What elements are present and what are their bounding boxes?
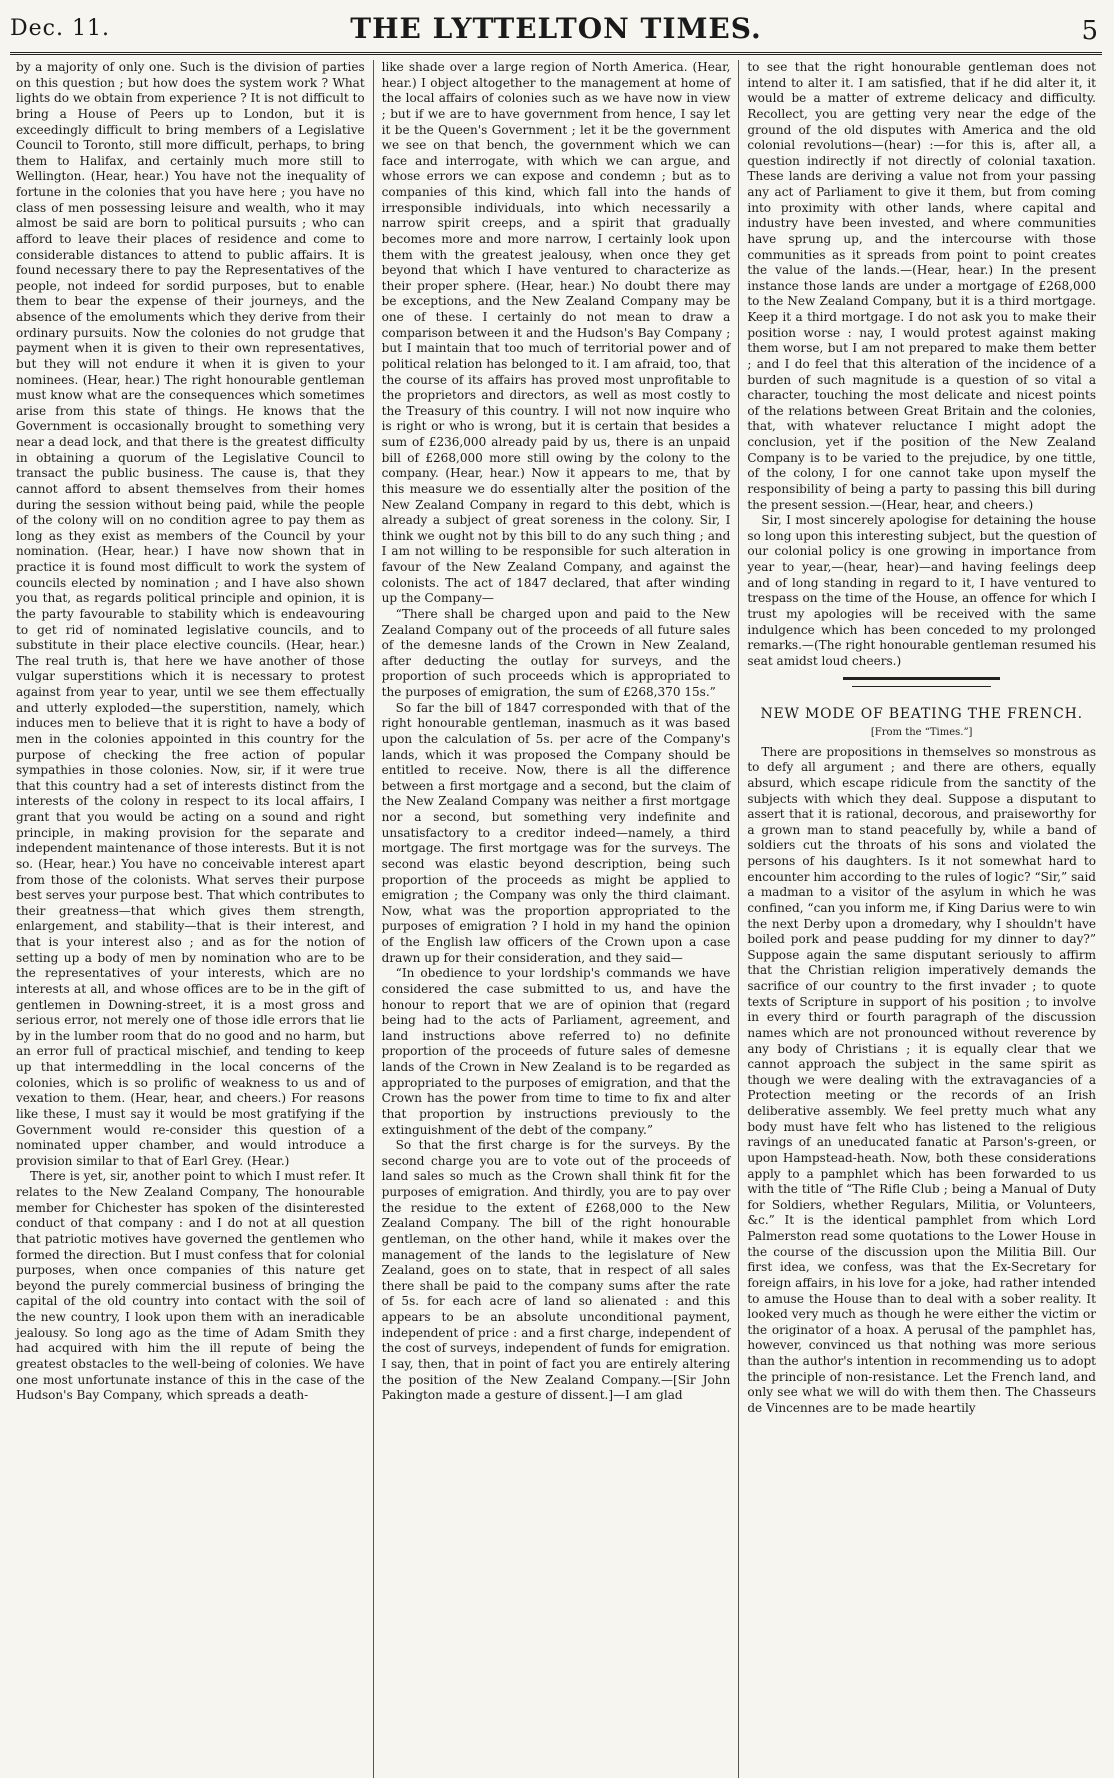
issue-date: Dec. 11. [10,16,110,41]
article-credit: [From the “Times.”] [870,727,973,738]
paragraph: by a majority of only one. Such is the division of parties on this question ; but how does the system work ? What lights do we obtain from experience ? It is not difficult to bring a House of Peers up to London, but it is exceedingly difficult to bring members of a Legislative Council to Toronto, still more difficult, perhaps, to bring them to Halifax, and certainly much more still to Wellington. (Hear, hear.) You have not the inequality of fortune in the colonies that you have here ; you have no class of men possessing leisure and wealth, who it may almost be said are born to political pursuits ; who can afford to leave their places of residence and come to considerable distances to attend to public affairs. It is found necessary there to pay the Representatives of the people, not indeed for sordid purposes, but to enable them to bear the expense of their journeys, and the absence of the emoluments which they derive from their ordinary pursuits. Now the colonies do not grudge that payment when it is given to their own representatives, but they will not endure it when it is given to your nominees. (Hear, hear.) The right honourable gentleman must know what are the consequences which sometimes arise from this state of things. He knows that the Government is occasionally brought to something very near a dead lock, and that there is the greatest difficulty in obtaining a quorum of the Legislative Council to transact the public business. The cause is, that they cannot afford to absent themselves from their homes during the session without being paid, while the people of the colony will on no condition agree to pay them as long as they exist as members of the Council by your nomination. (Hear, hear.) I have now shown that in practice it is found most difficult to work the system of councils elected by nomination ; and I have also shown you that, as regards political principle and opinion, it is the party favourable to stability which is endeavouring to get rid of nominated legislative councils, and to substitute in their place elective councils. (Hear, hear.) The real truth is, that here we have another of those vulgar superstitions which it is necessary to protest against from year to year, until we see them effectually and utterly exploded—the superstition, namely, which induces men to believe that it is right to have a body of men in the colonies appointed in this country for the purpose of checking the free action of popular sympathies in those colonies. Now, sir, if it were true that this country had a set of interests distinct from the interests of the colony in respect to its local affairs, I grant that you would be acting on a sound and right principle, in making provision for the separate and independent maintenance of those interests. But it is not so. (Hear, hear.) You have no conceivable interest apart from those of the colonists. What serves their purpose best serves your purpose best. That which contributes to their greatness—that which gives them strength, enlargement, and stability—that is their interest, and that is your interest also ; and as for the notion of setting up a body of men by nomination who are to be the representatives of your interests, which are no interests at all, and whose offices are to be in the gift of gentlemen in Downing-street, it is a most gross and serious error, not merely one of those idle errors that lie by in the lumber room that do no good and no harm, but an error full of practical mischief, and tending to keep up that intermeddling in the local concerns of the colonies, which is so prolific of weakness to us and of vexation to them. (Hear, hear, and cheers.) For reasons like these, I must say it would be most gratifying if the Government would re-consider this question of a nominated upper chamber, and would introduce a provision similar to that of Earl Grey. (Hear.) [16,60,365,1168]
article-paragraph: There are propositions in themselves so monstrous as to defy all argument ; and there are others, equally absurd, which escape ridicule from the sanctity of the subjects with which they deal. Suppose a disputant to assert that it is rational, decorous, and praiseworthy for a grown man to stand peacefully by, while a band of soldiers cut the throats of his sons and violated the persons of his daughters. Is it not somewhat hard to encounter him according to the rules of logic? “Sir,” said a madman to a visitor of the asylum in which he was confined, “can you inform me, if King Darius were to win the next Derby upon a dromedary, why I shouldn't have boiled pork and pease pudding for my dinner to day?” Suppose again the same disputant seriously to affirm that the Christian religion imperatively demands the sacrifice of our country to the first invader ; to quote texts of Scripture in support of his position ; to involve in every third or fourth paragraph of the discussion names which are not pronounced without reverence by any body of Christians ; it is equally clear that we cannot approach the subject in the same spirit as though we were dealing with the extravagancies of a Protection meeting or the records of an Irish deliberative assembly. We feel pretty much what any body must have felt who has listened to the religious ravings of an uneducated fanatic at Parson's-green, or upon Hampstead-heath. Now, both these considerations apply to a pamphlet which has been forwarded to us with the title of “The Rifle Club ; being a Manual of Duty for Soldiers, whether Regulars, Militia, or Volunteers, &c.” It is the identical pamphlet from which Lord Palmerston read some quotations to the Lower House in the course of the discussion upon the Militia Bill. Our first idea, we confess, was that the Ex-Secretary for foreign affairs, in his love for a joke, had rather intended to amuse the House than to deal with a sober reality. It looked very much as though he were either the victim or the originator of a hoax. A perusal of the pamphlet has, however, convinced us that nothing was more serious than the author's intention in recommending us to adopt the principle of non-resistance. Let the French land, and only see what we will do with them then. The Chasseurs de Vincennes are to be made heartily [747,744,1097,1415]
newspaper-title: THE LYTTELTON TIMES. [350,12,762,45]
section-divider [843,677,1000,680]
section-divider-thin [852,686,991,687]
quotation: “There shall be charged upon and paid to the New Zealand Company out of the proceeds of all future sales of the demesne lands of the Crown in New Zealand, after deducting the outlay for surveys, and the proportion of such proceeds which is appropriated to the purposes of emigration, the sum of £268,370 15s.” [381,606,731,699]
paragraph: Sir, I most sincerely apologise for detaining the house so long upon this interesting subject, but the question of our colonial policy is one growing in importance from year to year,—(hear, hear)—and having feelings deep and of long standing in regard to it, I have ventured to trespass on the time of the House, an offence for which I trust my apologies will be received with the same indulgence which has been conceded to my prolonged remarks.—(The right honourable gentleman resumed his seat amidst loud cheers.) [747,513,1097,668]
paragraph: like shade over a large region of North America. (Hear, hear.) I object altogether to the management at home of the local affairs of colonies such as we have now in view ; but if we are to have government from hence, I say let it be the Queen's Government ; let it be the government we see on that bench, the government which we can face and interrogate, with which we can argue, and whose errors we can expose and condemn ; but as to companies of this kind, which fall into the hands of irresponsible individuals, into which necessarily a narrow spirit creeps, and a spirit that gradually becomes more and more narrow, I certainly look upon them with the greatest jealousy, when once they get beyond that which I have ventured to characterize as their proper sphere. (Hear, hear.) No doubt there may be exceptions, and the New Zealand Company may be one of these. I certainly do not mean to draw a comparison between it and the Hudson's Bay Company ; but I maintain that too much of territorial power and of political relation has belonged to it. I am afraid, too, that the course of its affairs has proved most unprofitable to the proprietors and directors, as well as most costly to the Treasury of this country. I will not now inquire who is right or who is wrong, but it is certain that besides a sum of £236,000 already paid by us, there is an unpaid bill of £268,000 more still owing by the colony to the company. (Hear, hear.) Now it appears to me, that by this measure we do essentially alter the position of the New Zealand Company in regard to this debt, which is already a subject of great soreness in the colony. Sir, I think we ought not by this bill to do any such thing ; and I am not willing to be responsible for such alteration in favour of the New Zealand Company, and against the colonists. The act of 1847 declared, that after winding up the Company— [381,60,731,606]
column-1 [8,60,373,1778]
column-2 [373,60,739,1778]
paragraph: So that the first charge is for the surveys. By the second charge you are to vote out of the proceeds of land sales so much as the Crown shall think fit for the purposes of emigration. And thirdly, you are to pay over the residue to the extent of £268,000 to the New Zealand Company. The bill of the right honourable gentleman, on the other hand, while it makes over the management of the lands to the legislature of New Zealand, goes on to state, that in respect of all sales there shall be paid to the company sums after the rate of 5s. for each acre of land so alienated : and this appears to be an absolute unconditional payment, independent of price : and a first charge, independent of the cost of surveys, independent of funds for emigration. I say, then, that in point of fact you are entirely altering the position of the New Zealand Company.—[Sir John Pakington made a gesture of dissent.]—I am glad [381,1138,731,1403]
article-headline: NEW MODE OF BEATING THE FRENCH. [760,706,1083,723]
masthead [10,8,1102,55]
paragraph: There is yet, sir, another point to which I must refer. It relates to the New Zealand Company, The honourable member for Chichester has spoken of the disinterested conduct of that company : and I do not at all question that patriotic motives have governed the gentlemen who formed the direction. But I must confess that for colonial purposes, when once companies of this nature get beyond the purely commercial business of bringing the capital of the old country into contact with the soil of the new country, I look upon them with an ineradicable jealousy. So long ago as the time of Adam Smith they had acquired with him the ill repute of being the greatest obstacles to the well-being of colonies. We have one most unfortunate instance of this in the case of the Hudson's Bay Company, which spreads a death- [16,1169,365,1403]
column-3 [738,60,1104,1778]
paragraph: to see that the right honourable gentleman does not intend to alter it. I am satisfied, that if he did alter it, it would be a matter of extreme delicacy and difficulty. Recollect, you are getting very near the edge of the ground of the old disputes with America and the old colonial revolutions—(hear) :—for this is, after all, a question indirectly if not directly of colonial taxation. These lands are deriving a value not from your passing any act of Parliament to give it them, but from coming into proximity with other lands, where capital and industry have been invested, and where communities have sprung up, and the intercourse with those communities as it spreads from point to point creates the value of the lands.—(Hear, hear.) In the present instance those lands are under a mortgage of £268,000 to the New Zealand Company, but it is a third mortgage. Keep it a third mortgage. I do not ask you to make their position worse : nay, I would protest against making them worse, but I am not prepared to make them better ; and I do feel that this alteration of the incidence of a burden of such magnitude is a question of so vital a character, touching the most delicate and nicest points of the relations between Great Britain and the colonies, that, with whatever reluctance I might adopt the conclusion, yet if the position of the New Zealand Company is to be varied to the prejudice, by one tittle, of the colony, I for one cannot take upon myself the responsibility of being a party to passing this bill during the present session.—(Hear, hear, and cheers.) [747,60,1097,512]
page-number: 5 [1081,16,1098,46]
paragraph: So far the bill of 1847 corresponded with that of the right honourable gentleman, inasmuch as it was based upon the calculation of 5s. per acre of the Company's lands, which it was proposed the Company should be entitled to receive. Now, there is all the difference between a first mortgage and a second, but the claim of the New Zealand Company was neither a first mortgage nor a second, but something very indefinite and unsatisfactory to a creditor indeed—namely, a third mortgage. The first mortgage was for the surveys. The second was elastic beyond description, being such proportion of the proceeds as might be applied to emigration ; the Company was only the third claimant. Now, what was the proportion appropriated to the purposes of emigration ? I hold in my hand the opinion of the English law officers of the Crown upon a case drawn up for their consideration, and they said— [381,700,731,965]
columns [8,60,1104,1778]
quotation: “In obedience to your lordship's commands we have considered the case submitted to us, and have the honour to report that we are of opinion that (regard being had to the acts of Parliament, agreement, and land instructions above referred to) no definite proportion of the proceeds of future sales of demesne lands of the Crown in New Zealand is to be regarded as appropriated to the purposes of emigration, and that the Crown has the power from time to time to fix and alter that proportion by instructions previously to the extinguishment of the debt of the company.” [381,966,731,1137]
